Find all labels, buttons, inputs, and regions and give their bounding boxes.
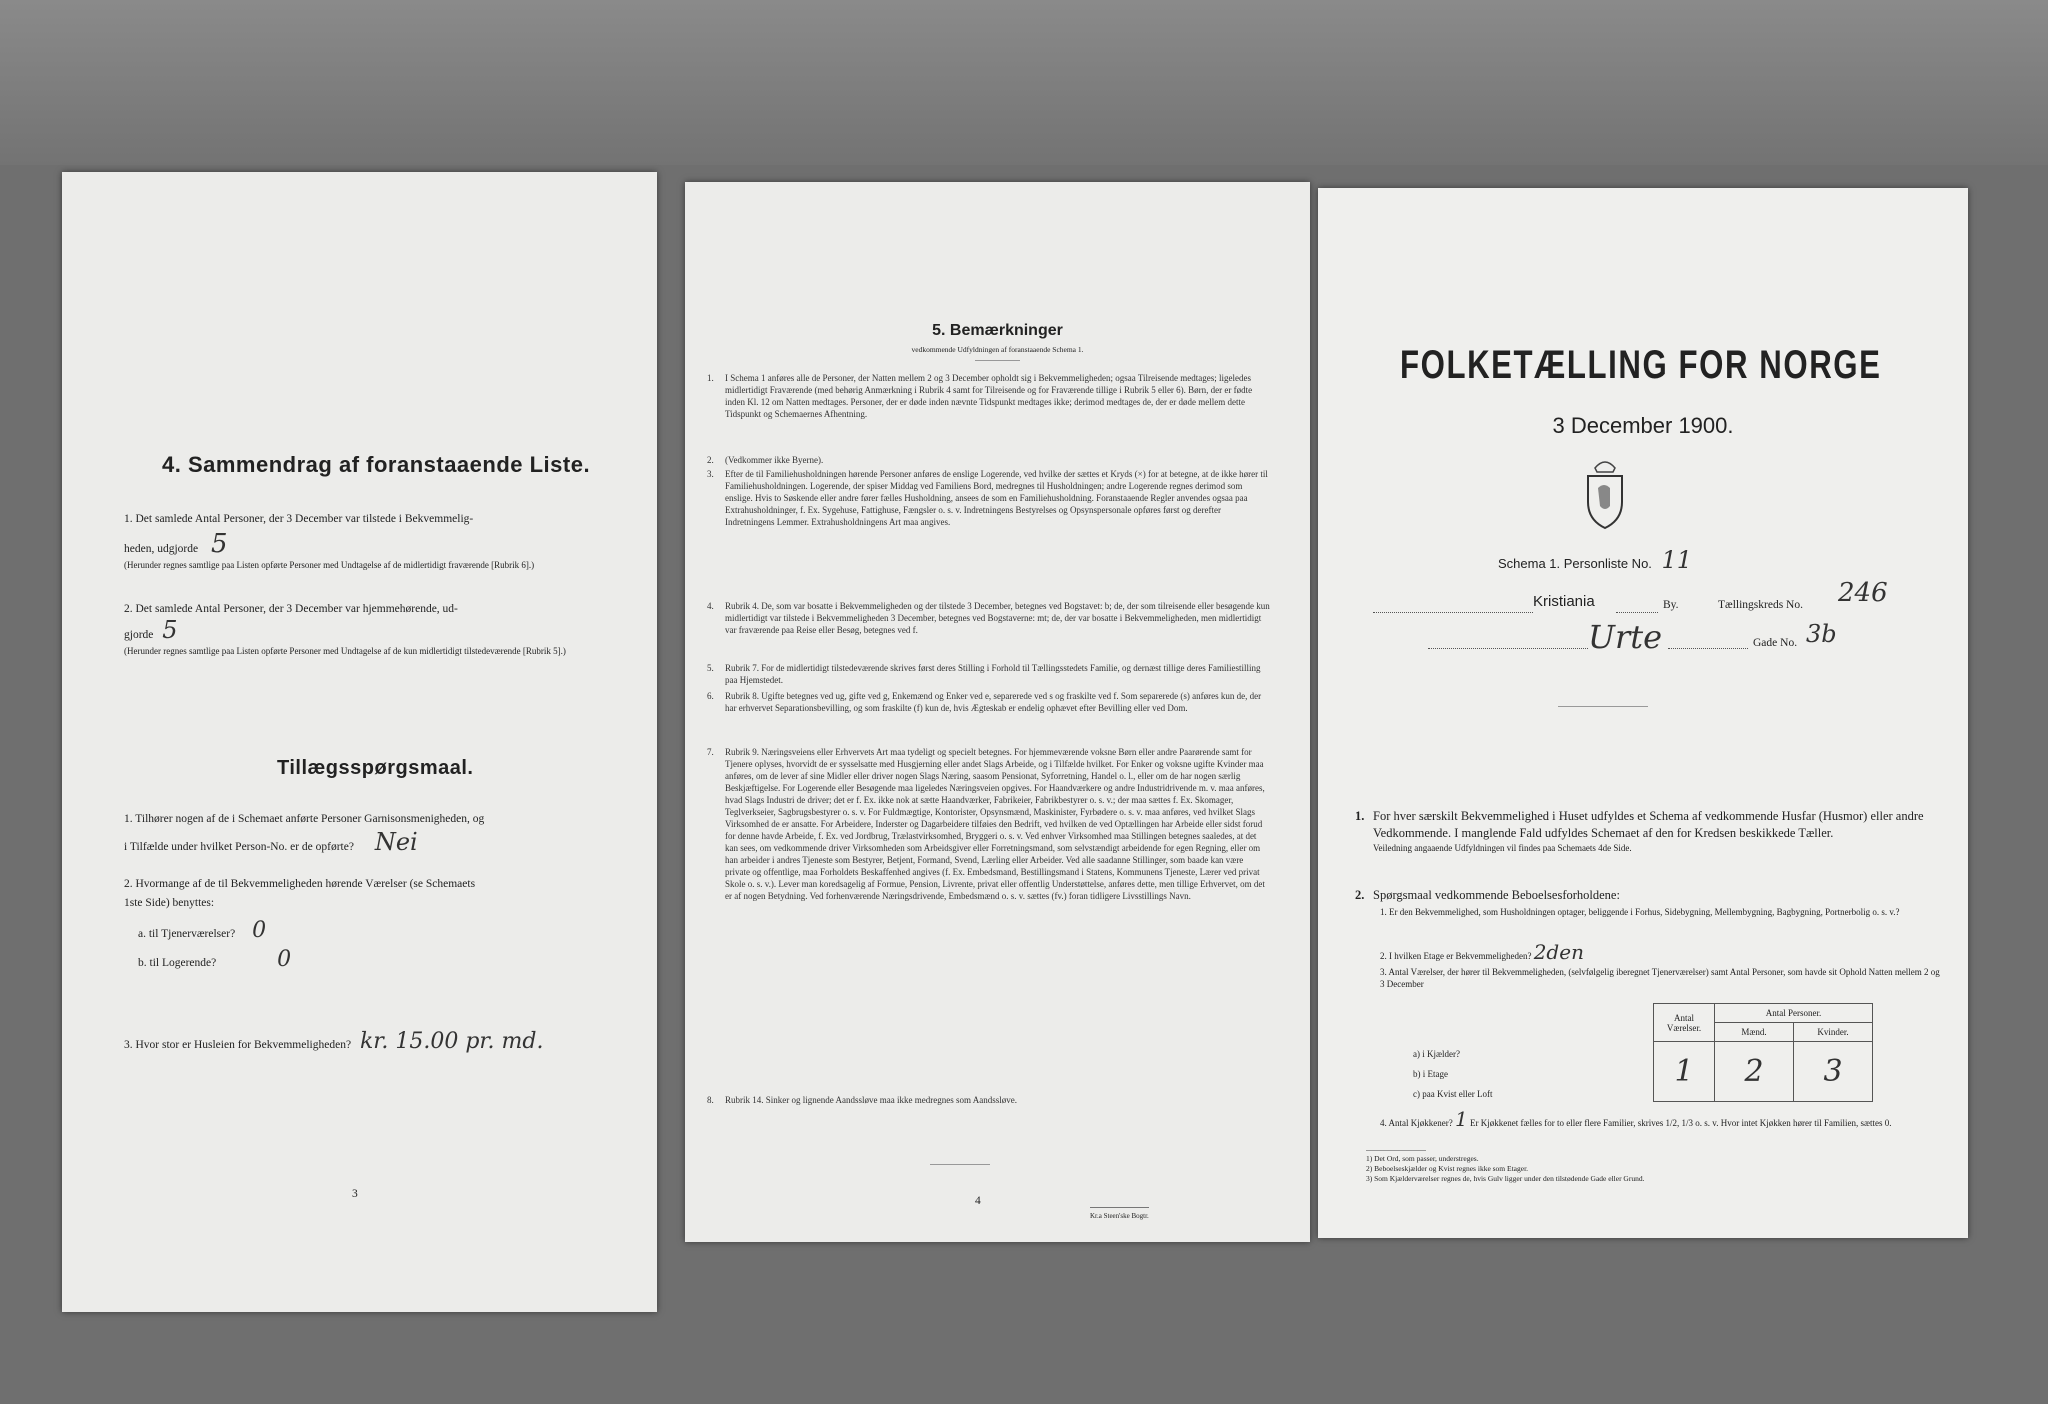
scan-background (0, 0, 2048, 165)
q1-text: 1. Det samlede Antal Personer, der 3 December var tilstede i Bekvemmelig- heden, udgjorde 5 (Herunder regnes samtlige paa Listen opførte Personer med Undtagelse af de midlertidigt fraværende [Rubrik 6].) (124, 513, 535, 570)
census-title: FOLKETÆLLING FOR NORGE (1400, 343, 1882, 387)
section4-title: 4. Sammendrag af foranstaaende Liste. (162, 452, 591, 477)
divider (1558, 706, 1648, 707)
question-4: 4. Antal Kjøkkener? 1 Er Kjøkkenet fælles for to eller flere Familier, skrives 1/2, 1/3 o. s. v. Hvor intet Kjøkken hører til Familien, sættes 0. (1380, 1107, 1892, 1131)
rooms-value: 1 (1654, 1042, 1715, 1102)
page-summary (62, 172, 657, 1312)
question-3: 3. Antal Værelser, der hører til Bekvemmeligheden, (selvfølgelig iberegnet Tjenerværelser) samt Antal Personer, som havde sit Ophold Natten mellem 2 og 3 December (1380, 967, 1940, 989)
remark-item: 6. Rubrik 8. Ugifte betegnes ved ug, gifte ved g, Enkemænd og Enker ved e, separerede ved s og fraskilte ved f. Som separerede (s) anføres kun de, der har erhvervet Separationsbevilling, og som fraskilte (f) kun de, hvis Ægteskab er endelig ophævet efter Bevilling eller ved Dom. (707, 691, 1262, 713)
col-women: Kvinder. (1794, 1023, 1873, 1042)
col-persons: Antal Personer. (1715, 1004, 1873, 1023)
question-2-value: 2den (1533, 940, 1584, 964)
gade-label: Gade No. (1753, 637, 1798, 649)
instruction-1: 1. For hver særskilt Bekvemmelighed i Huset udfyldes et Schema af vedkommende Husfar (Husmor) eller andre Vedkommende. I manglende Fald udfyldes Schemaet af den for Kredsen beskikkede Tæller. Veiledning angaaende Udfyldningen vil findes paa Schemaets 4de Side. (1355, 809, 1924, 853)
coat-of-arms-icon (1580, 456, 1630, 530)
leader-dots (1373, 612, 1533, 613)
leader-dots (1668, 648, 1748, 649)
row-c: c) paa Kvist eller Loft (1413, 1089, 1493, 1099)
census-date: 3 December 1900. (1552, 413, 1734, 438)
question-1: 1. Er den Bekvemmelighed, som Husholdningen optager, beliggende i Forhus, Sidebygning, Mellembygning, Bagbygning, Portnerbolig o. s. v.? (1380, 907, 1900, 917)
page-number-middle: 4 (975, 1195, 981, 1207)
extra-q2: 2. Hvormange af de til Bekvemmeligheden hørende Værelser (se Schemaets 1ste Side) benyttes: a. til Tjenerværelser? 0 b. til Logerende? 0 (124, 878, 476, 972)
row-b: b) i Etage (1413, 1069, 1448, 1079)
footnotes: 1) Det Ord, som passer, understreges. 2) Beboelseskjælder og Kvist regnes ikke som Etager. 3) Som Kjælderværelser regnes de, hvis Gulv ligger under den tilstødende Gade eller Grund. (1366, 1154, 1645, 1183)
extra-q1: 1. Tilhører nogen af de i Schemaet anførte Personer Garnisonsmenigheden, og i Tilfælde under hvilket Person-No. er de opførte? Nei (124, 813, 485, 856)
col-rooms: Antal Værelser. (1654, 1004, 1715, 1042)
row-a: a) i Kjælder? (1413, 1049, 1460, 1059)
printer-mark: Kr.a Steen'ske Bogtr. (1090, 1207, 1149, 1222)
leader-dots (1428, 648, 1588, 649)
divider (975, 360, 1020, 361)
schema-number: 11 (1661, 546, 1693, 574)
women-value: 3 (1794, 1042, 1873, 1102)
by-label: By. (1663, 599, 1679, 611)
remark-item: 5. Rubrik 7. For de midlertidigt tilstedeværende skrives først deres Stilling i Forhold til Tællingsstedets Familie, og dernæst tillige deres Familiestilling paa Hjemstedet. (707, 663, 1261, 685)
remark-item: 2. (Vedkommer ikke Byerne). (707, 455, 824, 465)
q2-value: 5 (162, 616, 178, 644)
remark-item: 4. Rubrik 4. De, som var bosatte i Bekvemmeligheden og der tilstede 3 December, betegnes ved Bogstavet: b; de, der som tilreisende eller besøgende kun midlertidigt var tilstede i Bekvemmeligheden 3 December, betegnes ved Bogstaverne: mt; de, der var bosatte i Bekvemmeligheden, men midlertidigt var fraværende paa Reise eller Besøg, betegnes ved f. (707, 601, 1270, 635)
question-2: 2. I hvilken Etage er Bekvemmeligheden? 2den (1380, 940, 1584, 964)
divider (1366, 1150, 1426, 1151)
question-4-value: 1 (1454, 1107, 1468, 1131)
extra-q1-value: Nei (374, 828, 418, 856)
extra-q3: 3. Hvor stor er Husleien for Bekvemmeligheden? kr. 15.00 pr. md. (124, 1029, 544, 1054)
gade-number: 3b (1806, 620, 1837, 648)
schema-line: Schema 1. Personliste No. 11 (1498, 546, 1693, 574)
extra-q2a-value: 0 (252, 918, 267, 943)
leader-dots (1616, 612, 1658, 613)
q1-value: 5 (210, 529, 228, 559)
remarks-title: 5. Bemærkninger (932, 322, 1063, 339)
instruction-2: 2. Spørgsmaal vedkommende Beboelsesforholdene: (1355, 888, 1620, 902)
q2-text: 2. Det samlede Antal Personer, der 3 December var hjemmehørende, ud- gjorde 5 (Herunder regnes samtlige paa Listen opførte Personer med Undtagelse af de kun midlertidigt tilstedeværende [Rubrik 5].) (124, 603, 566, 656)
divider (930, 1164, 990, 1165)
men-value: 2 (1715, 1042, 1794, 1102)
page-title-sheet (1318, 188, 1968, 1238)
city-name: Kristiania (1533, 593, 1595, 610)
page-number-left: 3 (352, 1188, 358, 1200)
district-label: Tællingskreds No. (1718, 599, 1803, 611)
col-men: Mænd. (1715, 1023, 1794, 1042)
district-number: 246 (1838, 578, 1888, 608)
extra-q2b-value: 0 (277, 947, 292, 972)
page-remarks (685, 182, 1310, 1242)
remark-item: 3. Efter de til Familiehusholdningen hørende Personer anføres de enslige Logerende, ved hvilke der sættes et Kryds (×) for at betegne, at de ikke hører til Familiehusholdningen. Logerende, der spiser Middag ved Familiens Bord, medregnes til Husholdningen; andre Logerende regnes derimod som enslige. Hvis to Søskende eller andre fører fælles Husholdning, ansees de som en Familiehusholdning. Foranstaaende Regler anvendes ogsaa paa Extrahusholdninger, f. Ex. Sygehuse, Fattighuse, Fængsler o. s. v. Indretningens Bestyrelses og Opsynspersonale opføres først og derefter Indretningens Lemmer. Extrahusholdningens Art maa angives. (707, 469, 1268, 527)
room-person-table (1653, 1003, 1873, 1102)
extra-q3-value: kr. 15.00 pr. md. (359, 1029, 544, 1054)
remark-item: 8. Rubrik 14. Sinker og lignende Aandssløve maa ikke medregnes som Aandssløve. (707, 1095, 1017, 1105)
remark-item: 1. I Schema 1 anføres alle de Personer, der Natten mellem 2 og 3 December opholdt sig i Bekvemmeligheden; ogsaa Tilreisende medtages; ligeledes midlertidigt Fraværende (med behørig Anmærkning i Rubrik 4 samt for Tilreisende og for Fraværende tillige i Rubrik 5 eller 6). Børn, der er fødte inden Kl. 12 om Natten medtages. Personer, der er døde inden nævnte Tidspunkt medtages ikke; derimod medtages de, der er døde mellem dette Tidspunkt og Schemaernes Afhentning. (707, 373, 1253, 419)
extra-questions-title: Tillægsspørgsmaal. (277, 757, 474, 779)
street-name: Urte (1588, 618, 1663, 656)
remark-item: 7. Rubrik 9. Næringsveiens eller Erhvervets Art maa tydeligt og specielt betegnes. For hjemmeværende voksne Børn eller andre Paarørende samt for Tjenere oplyses, hvorvidt de er sysselsatte med Husgjerning eller andet Slags Arbeide, og i Tilfælde hvilket. For Enker og voksne ugifte Kvinder maa anføres, om de lever af sine Midler eller driver nogen Slags Næring, saasom Pensionat, Syforretning, Handel o. l., eller om de har nogen særlig Beskjæftigelse. For Logerende eller Besøgende maa ligeledes Næringsveien opgives. For Haandværkere og andre Industridrivende m. v. maa anføres, hvad Slags Industri de driver; det er f. Ex. ikke nok at sætte Haandværker, Fabrikeier, Fabrikbestyrer o. s. v.; der maa sættes f. Ex. Skomager, Teglverkseier, Sagbrugsbestyrer o. s. v. For Fuldmægtige, Kontorister, Opsynsmænd, Maskinister, Fyrbødere o. s. v. maa anføres, ved hvilket Slags Virksomhed de er ansatte. For Arbeidere, Inderster og Dagarbeidere tilføies den Bedrift, ved hvilken de ved Optællingen har Arbeide eller sidst forud for denne havde Arbeide, f. Ex. ved Jordbrug, Trælastvirksomhed, Bryggeri o. s. v. Ved enhver Virksomhed maa Stillingen betegnes saaledes, at det kan sees, om vedkommende driver Virksomheden som Arbeidsgiver eller Forretningsmand, som selvstændigt arbeidende for egen Regning, eller om han arbeider i andres Tjeneste som Bestyrer, Betjent, Formand, Svend, Lærling eller Arbeider. Ved alle saadanne Stillinger, som baade kan være private og offentlige, maa Forholdets Beskaffenhed angives (f. Ex. Embedsmand, Bestillingsmand i Statens, Kommunens Tjeneste, Lærer ved privat Skole o. s. v.). Lever man koredsagelig af Formue, Pension, Livrente, privat eller offentlig Understøttelse, anføres dette, men tillige Erhvervet, om det er af nogen Betydning. Ved forhenværende Næringsdrivende, Embedsmænd o. s. v. sættes (fv.) foran tidligere Livsstillings Navn. (707, 747, 1265, 901)
remarks-subtitle: vedkommende Udfyldningen af foranstaaende Schema 1. (911, 345, 1084, 354)
